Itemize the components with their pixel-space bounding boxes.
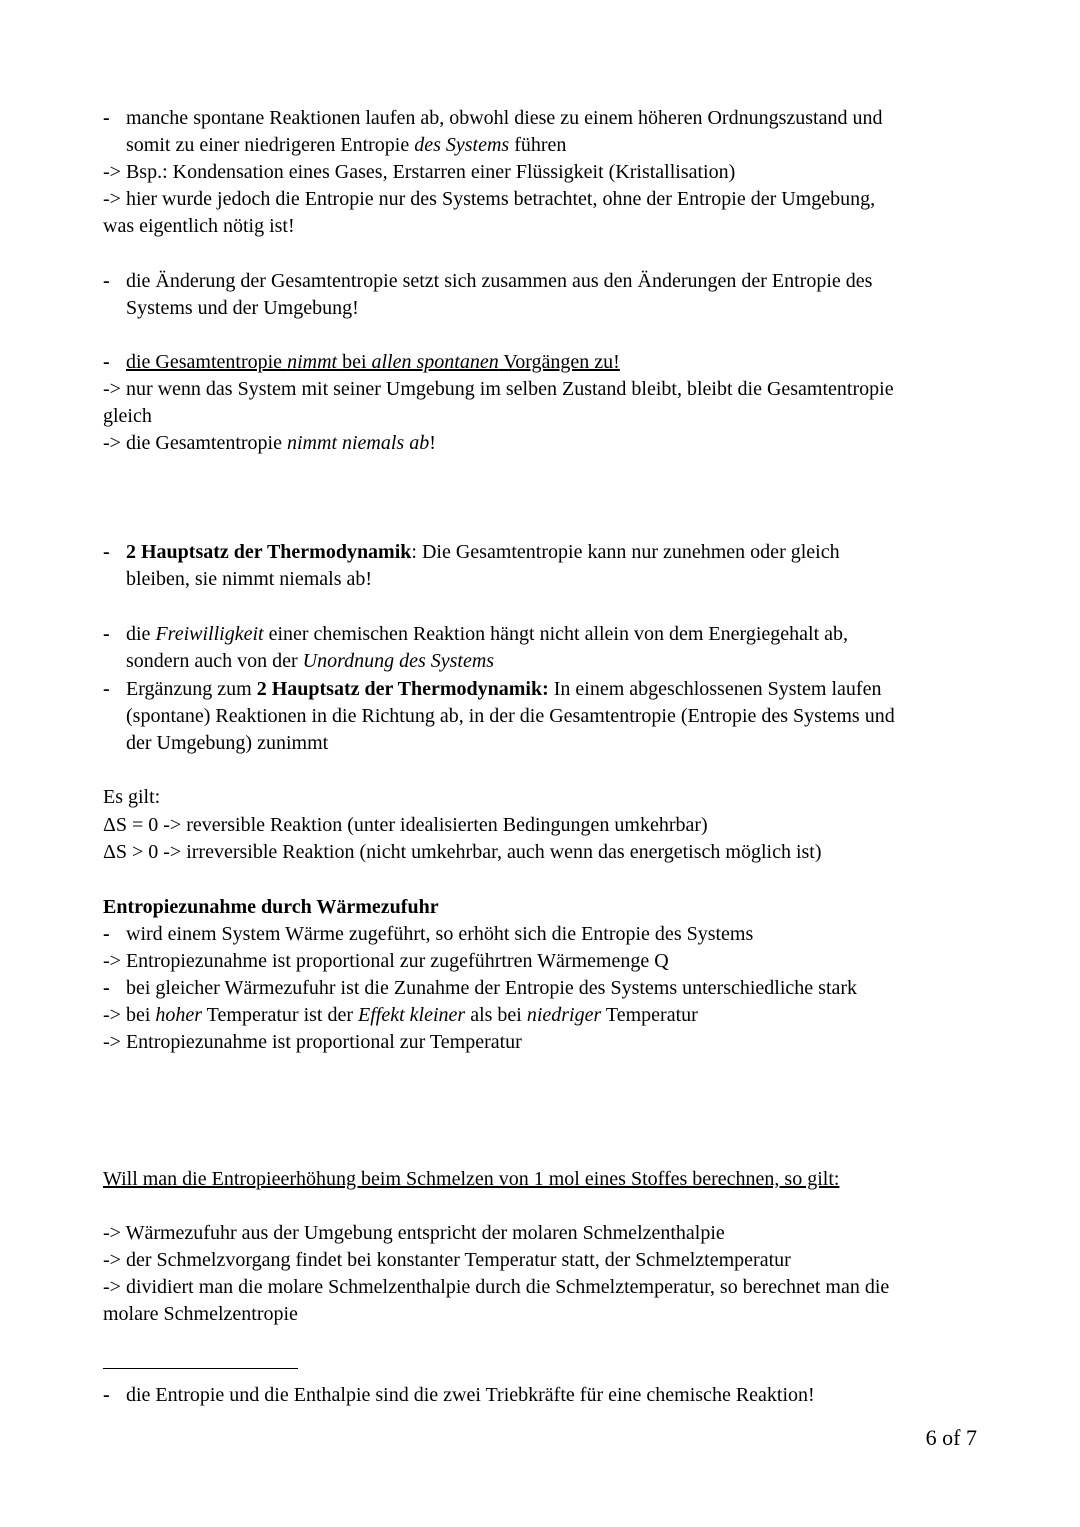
text-line: [126, 269, 872, 293]
text-line: [103, 1221, 725, 1245]
text-segment: Entropiezunahme durch Wärmezufuhr: [103, 896, 439, 918]
text-segment: führen: [509, 134, 567, 156]
text-line: [103, 1167, 839, 1191]
text-segment: -> bei: [103, 1004, 156, 1026]
text-segment: manche spontane Reaktionen laufen ab, obwohl diese zu einem höheren Ordnungszustand und: [126, 107, 883, 129]
text-segment: bleiben, sie nimmt niemals ab!: [126, 568, 373, 590]
text-segment: 2 Hauptsatz der Thermodynamik:: [256, 678, 549, 700]
text-segment: wird einem System Wärme zugeführt, so erhöht sich die Entropie des Systems: [126, 923, 754, 945]
text-line: [103, 187, 875, 211]
text-segment: die Entropie und die Enthalpie sind die zwei Triebkräfte für eine chemische Reaktion!: [126, 1384, 815, 1406]
text-segment: nimmt: [287, 351, 338, 373]
bullet-marker: -: [103, 351, 110, 373]
text-line: [103, 895, 439, 919]
text-segment: -> Bsp.: Kondensation eines Gases, Erstarren einer Flüssigkeit (Kristallisation): [103, 161, 736, 183]
text-line: [126, 540, 840, 564]
text-segment: hoher: [155, 1004, 203, 1026]
text-segment: niedriger: [526, 1004, 602, 1026]
text-segment: -> Entropiezunahme ist proportional zur zugeführtren Wärmemenge Q: [103, 950, 669, 972]
text-line: [126, 704, 895, 728]
text-segment: sondern auch von der: [126, 650, 303, 672]
footnote-divider: [103, 1368, 298, 1369]
text-segment: !: [429, 432, 436, 454]
text-line: [103, 840, 822, 864]
text-segment: als bei: [465, 1004, 527, 1026]
text-line: [126, 350, 620, 374]
bullet-marker: -: [103, 1384, 110, 1406]
text-segment: die Gesamtentropie: [126, 351, 288, 373]
text-segment: -> hier wurde jedoch die Entropie nur des Systems betrachtet, ohne der Entropie der Umgebung,: [103, 188, 876, 210]
text-line: [126, 677, 881, 701]
text-segment: bei: [337, 351, 372, 373]
text-line: [103, 1275, 889, 1299]
text-segment: der Umgebung) zunimmt: [126, 732, 329, 754]
text-line: [103, 1248, 791, 1272]
text-line: [126, 567, 372, 591]
text-segment: molare Schmelzentropie: [103, 1303, 298, 1325]
text-segment: -> die Gesamtentropie: [103, 432, 287, 454]
text-segment: Effekt kleiner: [358, 1004, 466, 1026]
text-segment: ΔS > 0 -> irreversible Reaktion (nicht umkehrbar, auch wenn das energetisch möglich ist): [103, 841, 822, 863]
text-segment: ΔS = 0 -> reversible Reaktion (unter idealisierten Bedingungen umkehrbar): [103, 814, 708, 836]
text-segment: die Änderung der Gesamtentropie setzt sich zusammen aus den Änderungen der Entropie des: [126, 270, 873, 292]
text-segment: Unordnung des Systems: [302, 650, 495, 672]
text-line: [103, 214, 295, 238]
text-line: [126, 106, 882, 130]
text-line: [103, 1302, 298, 1326]
text-segment: allen spontanen: [371, 351, 499, 373]
text-line: [126, 622, 848, 646]
text-line: [103, 404, 152, 428]
text-line: [126, 731, 328, 755]
text-segment: 2 Hauptsatz der Thermodynamik: [126, 541, 412, 563]
text-segment: Temperatur ist der: [202, 1004, 359, 1026]
text-segment: somit zu einer niedrigeren Entropie: [126, 134, 415, 156]
text-segment: -> Wärmezufuhr aus der Umgebung entspricht der molaren Schmelzenthalpie: [103, 1222, 725, 1244]
text-segment: nimmt niemals ab: [287, 432, 430, 454]
text-segment: Vorgängen zu!: [498, 351, 620, 373]
text-segment: die: [126, 623, 156, 645]
text-segment: Es gilt:: [103, 786, 161, 808]
text-segment: Freiwilligkeit: [155, 623, 264, 645]
bullet-marker: -: [103, 270, 110, 292]
text-segment: In einem abgeschlossenen System laufen: [548, 678, 882, 700]
text-line: [126, 649, 494, 673]
text-line: [103, 1003, 698, 1027]
text-line: [126, 976, 857, 1000]
text-line: [103, 1030, 522, 1054]
text-line: [126, 296, 359, 320]
text-segment: -> Entropiezunahme ist proportional zur Temperatur: [103, 1031, 522, 1053]
text-line: [103, 813, 708, 837]
text-line: [103, 377, 894, 401]
text-line: [103, 785, 160, 809]
text-segment: -> der Schmelzvorgang findet bei konstanter Temperatur statt, der Schmelztemperatur: [103, 1249, 791, 1271]
text-line: [126, 1383, 815, 1407]
page-number: 6 of 7: [925, 1425, 977, 1450]
text-segment: Systems und der Umgebung!: [126, 297, 359, 319]
text-segment: -> dividiert man die molare Schmelzenthalpie durch die Schmelztemperatur, so berechnet man die: [103, 1276, 890, 1298]
text-segment: : Die Gesamtentropie kann nur zunehmen oder gleich: [411, 541, 840, 563]
text-segment: Temperatur: [601, 1004, 698, 1026]
bullet-marker: -: [103, 623, 110, 645]
text-segment: was eigentlich nötig ist!: [103, 215, 295, 237]
bullet-marker: -: [103, 923, 110, 945]
text-line: [126, 133, 566, 157]
text-segment: gleich: [103, 405, 152, 427]
text-line: [126, 922, 753, 946]
bullet-marker: -: [103, 977, 110, 999]
text-segment: Will man die Entropieerhöhung beim Schmelzen von 1 mol eines Stoffes berechnen, so gilt:: [103, 1168, 840, 1190]
text-segment: -> nur wenn das System mit seiner Umgebung im selben Zustand bleibt, bleibt die Gesamtentropie: [103, 378, 894, 400]
text-line: [103, 160, 735, 184]
text-segment: Ergänzung zum: [126, 678, 257, 700]
bullet-marker: -: [103, 541, 110, 563]
text-segment: des Systems: [414, 134, 510, 156]
text-segment: einer chemischen Reaktion hängt nicht allein von dem Energiegehalt ab,: [263, 623, 848, 645]
text-line: [103, 431, 436, 455]
text-line: [103, 949, 669, 973]
bullet-marker: -: [103, 678, 110, 700]
text-segment: bei gleicher Wärmezufuhr ist die Zunahme der Entropie des Systems unterschiedliche stark: [126, 977, 858, 999]
text-segment: (spontane) Reaktionen in die Richtung ab, in der die Gesamtentropie (Entropie des Systems und: [126, 705, 895, 727]
bullet-marker: -: [103, 107, 110, 129]
